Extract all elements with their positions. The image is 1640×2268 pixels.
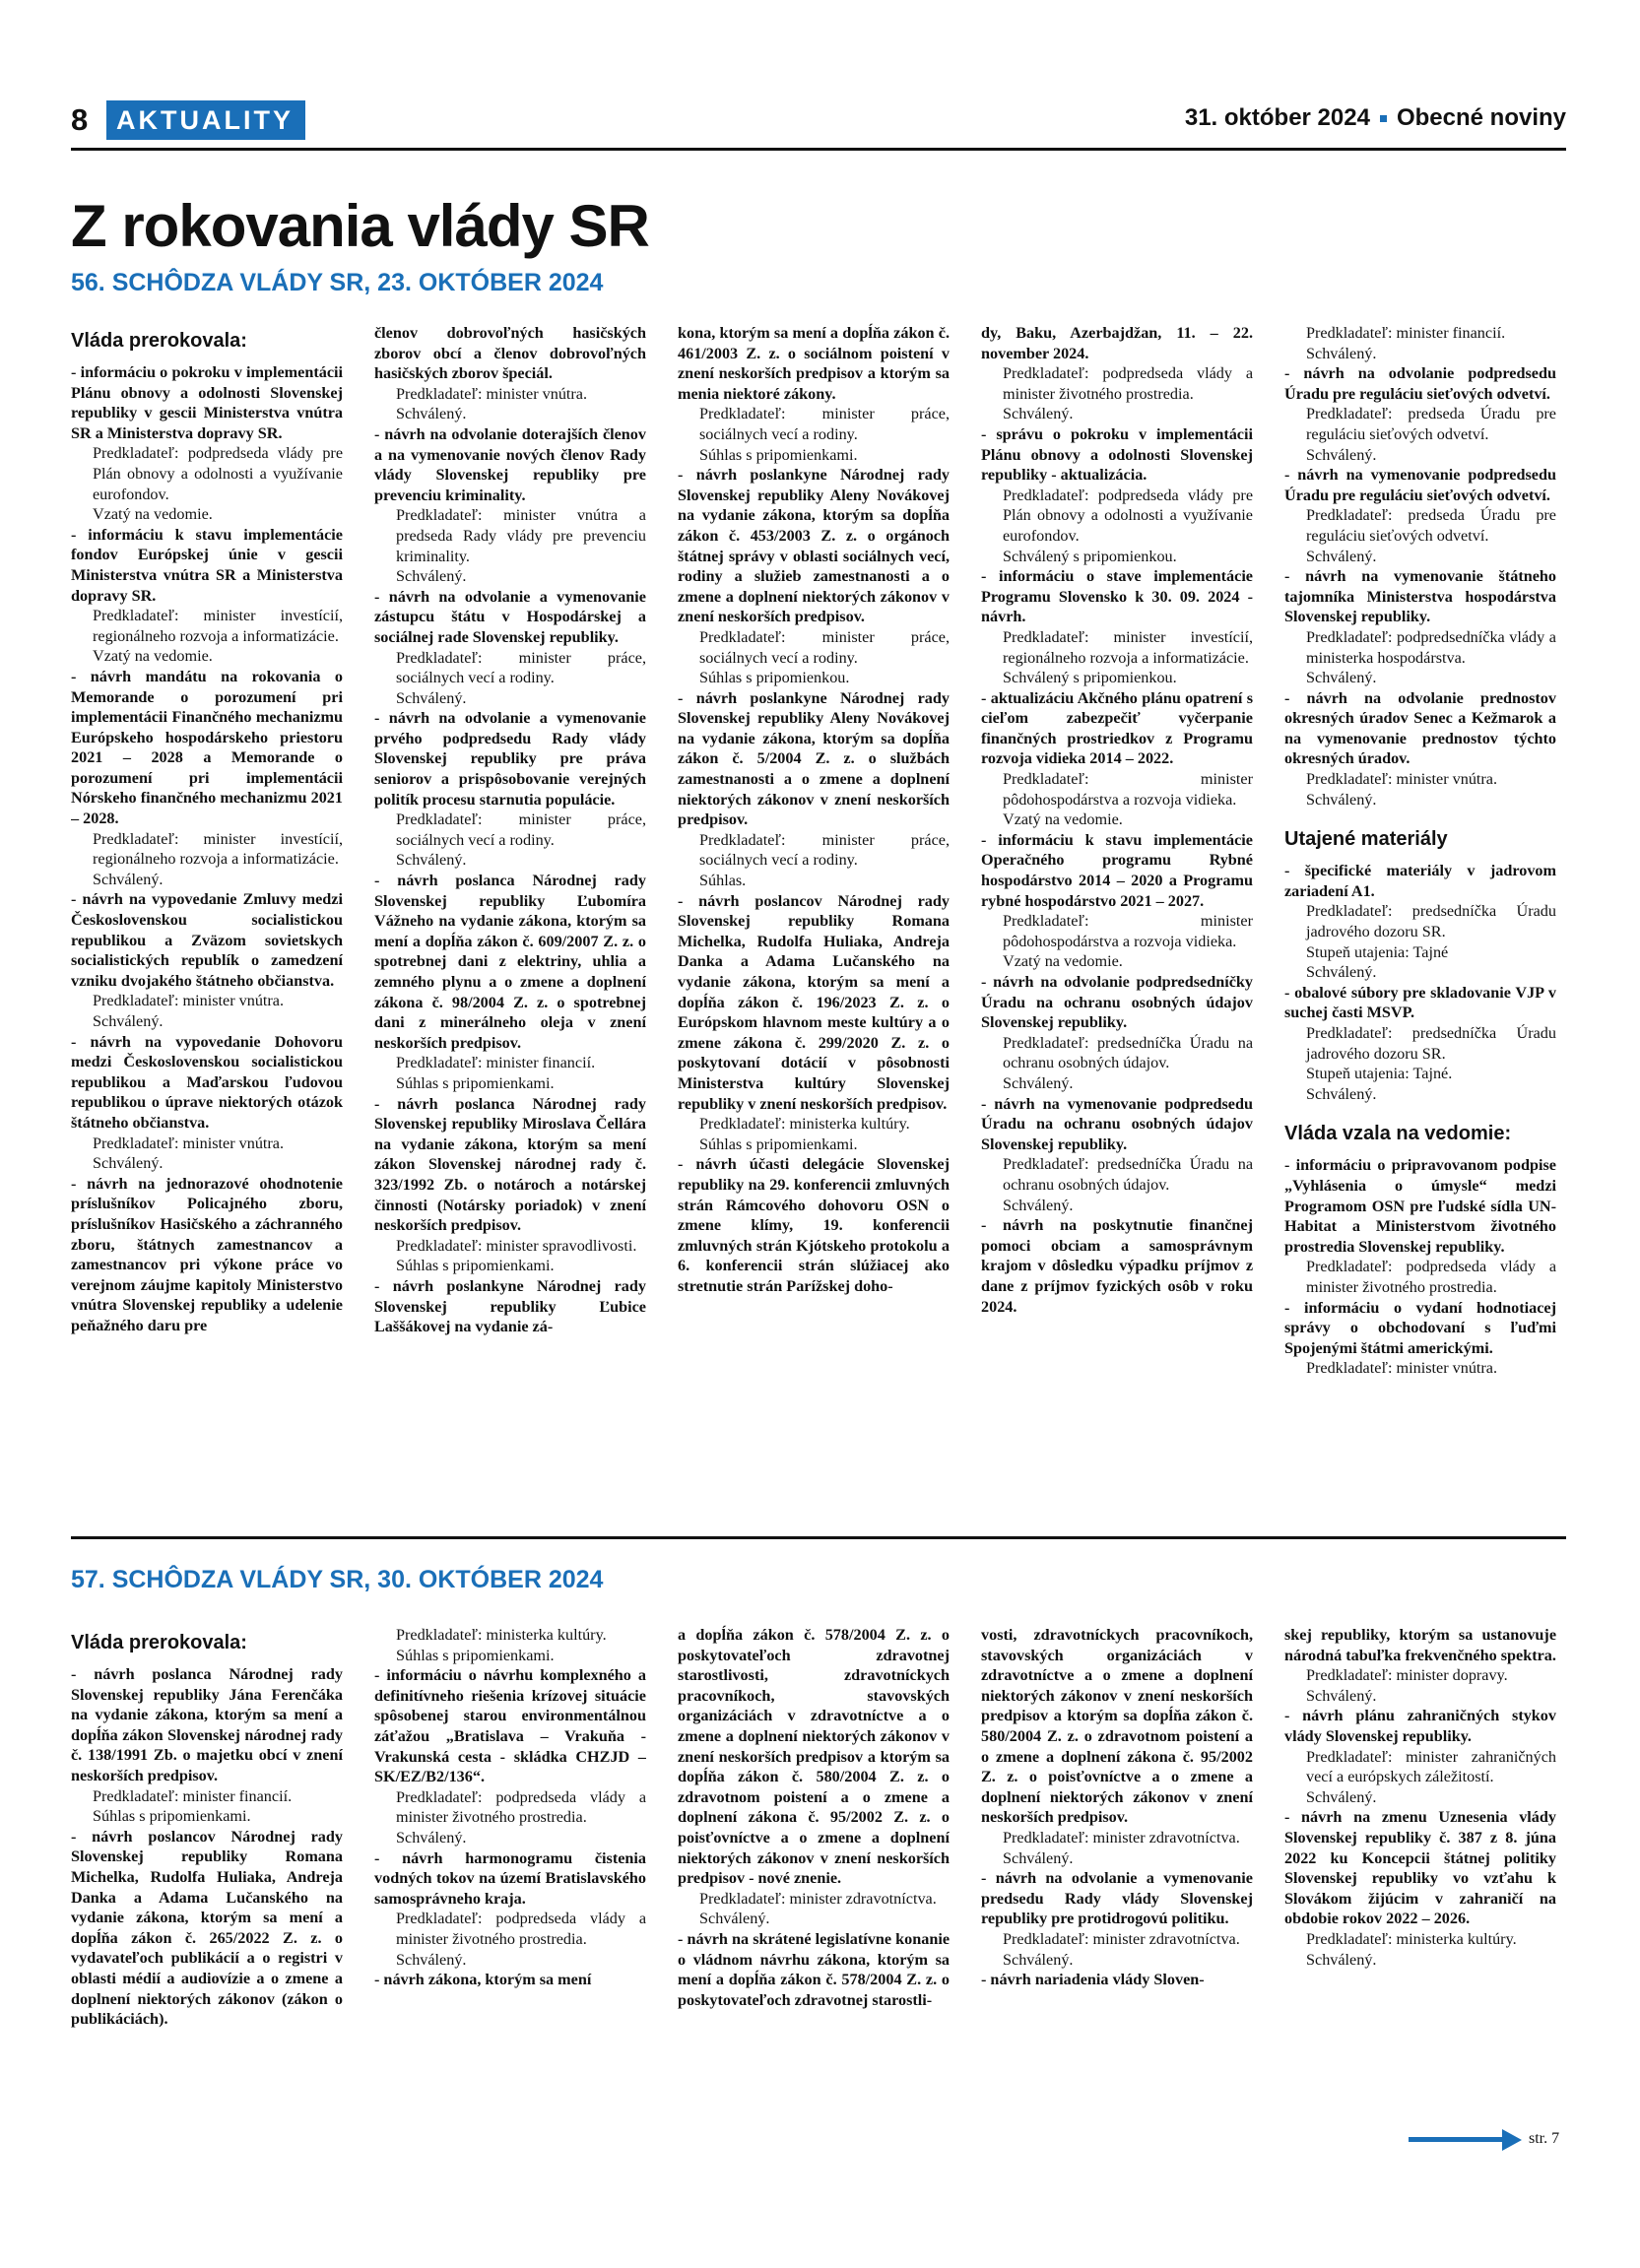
item-note: Súhlas s pripomienkou. (699, 669, 850, 687)
item-note: Predkladateľ: predsedníčka Úradu jadrového dozoru SR. (1306, 902, 1556, 941)
text-column-4 (981, 323, 1253, 1317)
item-note: Predkladateľ: minister dopravy. (1306, 1666, 1508, 1685)
agenda-item: - návrh poslancov Národnej rady Slovenskej republiky Romana Michelka, Rudolfa Huliaka, Andreja Danka a Adama Lučanského na vydanie zákona, ktorým sa mení a dopĺňa zákon č. 196/2023 Z. z. o Európskom hlavnom meste kultúry a o zmene zákona č. 299/2020 Z. z. o poskytovaní dotácií v pôsobnosti Ministerstva kultúry Slovenskej republiky v znení neskorších predpisov. (678, 891, 950, 1113)
item-note: Predkladateľ: podpredseda vlády a minister životného prostredia. (1306, 1258, 1556, 1296)
item-note: Predkladateľ: minister financií. (396, 1054, 596, 1072)
agenda-item: - špecifické materiály v jadrovom zariadení A1. (1284, 862, 1556, 900)
item-note: Vzatý na vedomie. (1003, 952, 1123, 971)
agenda-item: - návrh na vymenovanie podpredsedu Úradu na ochranu osobných údajov Slovenskej republiky. (981, 1094, 1253, 1153)
item-note: Schválený. (1306, 1686, 1377, 1705)
item-note: Predkladateľ: ministerka kultúry. (699, 1115, 910, 1134)
column-subheading: Vláda prerokovala: (71, 1632, 247, 1653)
item-note: Súhlas s pripomienkami. (396, 1646, 555, 1664)
continuation-text: str. 7 (1529, 2130, 1560, 2147)
text-column-5 (1284, 1625, 1556, 1970)
item-note: Predkladateľ: minister práce, sociálnych vecí a rodiny. (699, 627, 950, 667)
agenda-item: - návrh poslanca Národnej rady Slovenskej republiky Jána Ferenčáka na vydanie zákona, ktorým sa mení a dopĺňa zákon Slovenskej národnej rady č. 138/1991 Zb. o majetku obcí v znení neskorších predpisov. (71, 1665, 343, 1784)
item-note: Predkladateľ: minister zdravotníctva. (1003, 1929, 1240, 1948)
item-note: Schválený. (396, 567, 467, 586)
agenda-item: - návrh zákona, ktorým sa mení (374, 1971, 592, 1989)
agenda-item: - návrh poslanca Národnej rady Slovenskej republiky Ľubomíra Vážneho na vydanie zákona, ktorým sa mení a dopĺňa zákon č. 609/2007 Z. z. o spotrebnej dani z elektriny, uhlia a zemného plynu a o zmene a doplnení zákona č. 98/2004 Z. z. o spotrebnej dani z minerálneho oleja v znení neskorších predpisov. (374, 872, 646, 1052)
agenda-item: - návrh na vypovedanie Zmluvy medzi Československou socialistickou republikou a Zväzom sovietskych socialistických republík o zamedzení vzniku dvojakého štátneho občianstva. (71, 890, 343, 990)
item-note: Predkladateľ: minister zahraničných vecí a európskych záležitostí. (1306, 1747, 1556, 1786)
item-note: Predkladateľ: predsedníčka Úradu na ochranu osobných údajov. (1003, 1033, 1253, 1072)
item-note: Predkladateľ: predsedníčka Úradu jadrového dozoru SR. (1306, 1024, 1556, 1063)
item-note: Schválený. (396, 405, 467, 423)
item-note: Schválený s pripomienkou. (1003, 547, 1177, 565)
agenda-item: - informáciu o pripravovanom podpise „Vyhlásenia o úmysle“ medzi Programom OSN pre ľudské sídla UN-Habitat a Ministerstvom životného prostredia Slovenskej republiky. (1284, 1156, 1556, 1256)
item-note: Vzatý na vedomie. (93, 647, 213, 666)
item-note: Predkladateľ: minister financií. (93, 1786, 293, 1805)
item-note: Predkladateľ: predseda Úradu pre reguláciu sieťových odvetví. (1306, 506, 1556, 545)
item-note: Predkladateľ: minister vnútra. (93, 1134, 285, 1152)
agenda-item: - návrh na vymenovanie štátneho tajomníka Ministerstva hospodárstva Slovenskej republiky. (1284, 567, 1556, 626)
item-note: Predkladateľ: minister zdravotníctva. (1003, 1828, 1240, 1847)
item-note: Schválený. (93, 870, 164, 888)
text-column-3 (678, 1625, 950, 2010)
item-note: Stupeň utajenia: Tajné (1306, 942, 1449, 961)
agenda-item: - návrh na odvolanie prednostov okresných úradov Senec a Kežmarok a na vymenovanie prednostov týchto okresných úradov. (1284, 688, 1556, 768)
item-note: Schválený. (1003, 1950, 1074, 1969)
item-note: Predkladateľ: minister práce, sociálnych vecí a rodiny. (699, 405, 950, 443)
item-note: Predkladateľ: minister spravodlivosti. (396, 1236, 637, 1255)
column-subheading: Utajené materiály (1284, 828, 1448, 851)
agenda-item: - návrh na odvolanie a vymenovanie zástupcu štátu v Hospodárskej a sociálnej rade Slovenskej republiky. (374, 587, 646, 646)
item-note: Schválený. (1306, 669, 1377, 687)
item-note: Schválený. (1306, 445, 1377, 464)
agenda-item: - informáciu o návrhu komplexného a definitívneho riešenia krízovej situácie spôsobenej starou environmentálnou záťažou „Bratislava – Vrakuňa - Vrakunská cesta - skládka CHZJD – SK/EZ/B2/136“. (374, 1666, 646, 1786)
item-note: Predkladateľ: minister pôdohospodárstva a rozvoja vidieka. (1003, 770, 1253, 809)
item-note: Predkladateľ: minister investícií, regionálneho rozvoja a informatizácie. (93, 829, 343, 869)
page-number: 8 (71, 102, 89, 137)
item-note: Súhlas s pripomienkami. (93, 1807, 251, 1826)
agenda-item: - návrh na poskytnutie finančnej pomoci obciam a samosprávnym krajom v dôsledku výpadku príjmov z dane z príjmov fyzických osôb v roku 2024. (981, 1216, 1253, 1316)
agenda-item: - informáciu k stavu implementácie fondov Európskej únie v gescii Ministerstva vnútra SR a Ministerstva dopravy SR. (71, 525, 343, 605)
item-note: Schválený. (1003, 1848, 1074, 1867)
issue-date: 31. október 2024 (1184, 104, 1370, 131)
text-column-3 (678, 323, 950, 1297)
meeting-heading-56: 56. SCHÔDZA VLÁDY SR, 23. OKTÓBER 2024 (71, 269, 604, 296)
agenda-item: - návrh nariadenia vlády Sloven- (981, 1971, 1205, 1989)
item-note: Schválený. (1306, 790, 1377, 809)
meeting-57-columns (71, 1625, 1566, 2137)
agenda-item: - informáciu k stavu implementácie Operačného programu Rybné hospodárstvo 2014 – 2020 a Programu rybné hospodárstvo 2021 – 2027. (981, 830, 1253, 910)
agenda-item: - informáciu o vydaní hodnotiacej správy o obchodovaní s ľuďmi Spojenými štátmi americkými. (1284, 1298, 1556, 1357)
item-note: Schválený. (1306, 547, 1377, 565)
item-note: Schválený. (1306, 963, 1377, 982)
item-note: Predkladateľ: podpredseda vlády a minister životného prostredia. (1003, 364, 1253, 403)
agenda-item: - návrh na odvolanie podpredsedníčky Úradu na ochranu osobných údajov Slovenskej republiky. (981, 973, 1253, 1032)
section-divider (71, 1536, 1566, 1539)
agenda-item: dy, Baku, Azerbajdžan, 11. – 22. november 2024. (981, 324, 1253, 362)
agenda-item: skej republiky, ktorým sa ustanovuje národná tabuľka frekvenčného spektra. (1284, 1626, 1556, 1664)
item-note: Predkladateľ: ministerka kultúry. (396, 1626, 607, 1644)
item-note: Predkladateľ: podpredseda vlády pre Plán obnovy a odolnosti a využívanie eurofondov. (1003, 486, 1253, 545)
agenda-item: a dopĺňa zákon č. 578/2004 Z. z. o poskytovateľoch zdravotnej starostlivosti, zdravotníckych pracovníkoch, stavovských organizáciách v zdravotníctve a o zmene a doplnení niektorých zákonov v znení neskorších predpisov a ktorým sa dopĺňa zákon č. 580/2004 Z. z. o zdravotnom poistení a o zmene a doplnení zákona č. 95/2002 Z. z. o poisťovníctve a o zmene a doplnení niektorých zákonov v znení neskorších predpisov - nové znenie. (678, 1626, 950, 1888)
agenda-item: - obalové súbory pre skladovanie VJP v suchej časti MSVP. (1284, 983, 1556, 1022)
item-note: Schválený. (1003, 405, 1074, 423)
item-note: Schválený. (1306, 1787, 1377, 1806)
item-note: Schválený. (699, 1910, 770, 1928)
item-note: Predkladateľ: predseda Úradu pre reguláciu sieťových odvetví. (1306, 405, 1556, 443)
item-note: Schválený. (1306, 1084, 1377, 1103)
item-note: Predkladateľ: podpredseda vlády a minister životného prostredia. (396, 1787, 646, 1827)
agenda-item: - návrh mandátu na rokovania o Memorande o porozumení pri implementácii Finančného mechanizmu Európskeho hospodárskeho priestoru 2021 – 2028 a Memorande o porozumení pri implementácii Nórskeho finančného mechanizmu 2021 – 2028. (71, 667, 343, 828)
item-note: Predkladateľ: minister vnútra. (1306, 770, 1498, 789)
item-note: Predkladateľ: minister financií. (1306, 324, 1506, 342)
agenda-item: - návrh poslankyne Národnej rady Slovenskej republiky Ľubice Laššákovej na vydanie zá- (374, 1276, 646, 1336)
item-note: Predkladateľ: minister práce, sociálnych vecí a rodiny. (699, 830, 950, 870)
item-note: Predkladateľ: minister vnútra a predseda Rady vlády pre prevenciu kriminality. (396, 506, 646, 565)
item-note: Súhlas s pripomienkami. (699, 1134, 858, 1153)
item-note: Vzatý na vedomie. (1003, 810, 1123, 829)
agenda-item: - aktualizáciu Akčného plánu opatrení s cieľom zabezpečiť vyčerpanie finančných prostriedkov z Programu rozvoja vidieka 2014 – 2022. (981, 688, 1253, 768)
issue-info (1185, 104, 1566, 132)
agenda-item: - návrh poslancov Národnej rady Slovenskej republiky Romana Michelka, Rudolfa Huliaka, Andreja Danka a Adama Lučanského na vydanie zákona, ktorým sa mení a dopĺňa zákon č. 265/2022 Z. z. o vydavateľoch publikácií a o registri v oblasti médií a audiovízie a o zmene a doplnení niektorých zákonov (zákon o publikáciách). (71, 1827, 343, 2029)
separator-dot-icon (1380, 115, 1387, 122)
item-note: Predkladateľ: podpredsedníčka vlády a ministerka hospodárstva. (1306, 627, 1556, 667)
item-note: Predkladateľ: minister zdravotníctva. (699, 1889, 937, 1908)
section-label: AKTUALITY (106, 100, 305, 140)
item-note: Schválený. (93, 1154, 164, 1173)
item-note: Predkladateľ: minister práce, sociálnych vecí a rodiny. (396, 810, 646, 849)
agenda-item: - návrh poslankyne Národnej rady Slovenskej republiky Aleny Novákovej na vydanie zákona, ktorým sa dopĺňa zákon č. 5/2004 Z. z. o službách zamestnanosti a o zmene a doplnení niektorých zákonov v znení neskorších predpisov. (678, 688, 950, 829)
item-note: Predkladateľ: podpredseda vlády pre Plán obnovy a odolnosti a využívanie eurofondov. (93, 444, 343, 503)
header-rule (71, 148, 1566, 151)
page-title: Z rokovania vlády SR (71, 193, 649, 259)
item-note: Predkladateľ: predsedníčka Úradu na ochranu osobných údajov. (1003, 1155, 1253, 1194)
agenda-item: - návrh na odvolanie a vymenovanie prvého podpredsedu Rady vlády Slovenskej republiky pre práva seniorov a prispôsobovanie verejných politík procesu starnutia populácie. (374, 709, 646, 809)
agenda-item: - návrh na jednorazové ohodnotenie príslušníkov Policajného zboru, príslušníkov Hasičského a záchranného zboru, štátnych zamestnancov a zamestnancov pri výkone práce vo verejnom záujme kapitoly Ministerstvo vnútra Slovenskej republiky a udelenie peňažného daru pre (71, 1174, 343, 1334)
item-note: Schválený. (396, 1828, 467, 1847)
item-note: Predkladateľ: minister pôdohospodárstva a rozvoja vidieka. (1003, 912, 1253, 950)
agenda-item: - návrh poslankyne Národnej rady Slovenskej republiky Aleny Novákovej na vydanie zákona, ktorým sa dopĺňa zákon č. 453/2003 Z. z. o orgánoch štátnej správy v oblasti sociálnych vecí, rodiny a služieb zamestnanosti a o zmene a doplnení niektorých zákonov v znení neskorších predpisov. (678, 466, 950, 626)
item-note: Schválený. (1003, 1196, 1074, 1214)
agenda-item: - návrh harmonogramu čistenia vodných tokov na území Bratislavského samosprávneho kraja. (374, 1848, 646, 1908)
text-column-1 (71, 1625, 343, 2030)
item-note: Schválený. (396, 688, 467, 707)
meeting-56-columns (71, 323, 1566, 1529)
text-column-2 (374, 1625, 646, 1990)
continuation-link[interactable] (1409, 2129, 1560, 2151)
agenda-item: - návrh na odvolanie a vymenovanie predsedu Rady vlády Slovenskej republiky pre protidrogovú politiku. (981, 1869, 1253, 1928)
item-note: Schválený. (93, 1012, 164, 1030)
item-note: Súhlas s pripomienkami. (699, 445, 858, 464)
agenda-item: - návrh na odvolanie doterajších členov a na vymenovanie nových členov Rady vlády Slovenskej republiky pre prevenciu kriminality. (374, 424, 646, 504)
agenda-item: - návrh poslanca Národnej rady Slovenskej republiky Miroslava Čellára na vydanie zákona, ktorým sa mení zákon Slovenskej národnej rady č. 323/1992 Zb. o notároch a notárskej činnosti (Notársky poriadok) v znení neskorších predpisov. (374, 1094, 646, 1235)
item-note: Predkladateľ: minister vnútra. (396, 384, 588, 403)
arrow-head-icon (1502, 2129, 1522, 2151)
meeting-heading-57: 57. SCHÔDZA VLÁDY SR, 30. OKTÓBER 2024 (71, 1566, 604, 1593)
agenda-item: - návrh na skrátené legislatívne konanie o vládnom návrhu zákona, ktorým sa mení a dopĺňa zákon č. 578/2004 Z. z. o poskytovateľoch zdravotnej starostli- (678, 1929, 950, 2009)
agenda-item: - návrh na zmenu Uznesenia vlády Slovenskej republiky č. 387 z 8. júna 2022 ku Koncepcii štátnej politiky Slovenskej republiky vo vzťahu k Slovákom žijúcim v zahraničí na obdobie rokov 2022 – 2026. (1284, 1808, 1556, 1928)
item-note: Predkladateľ: minister investícií, regionálneho rozvoja a informatizácie. (1003, 627, 1253, 667)
item-note: Predkladateľ: minister práce, sociálnych vecí a rodiny. (396, 648, 646, 687)
item-note: Schválený. (1306, 1950, 1377, 1969)
item-note: Schválený. (1306, 344, 1377, 362)
agenda-item: - návrh plánu zahraničných stykov vlády Slovenskej republiky. (1284, 1707, 1556, 1745)
item-note: Schválený. (396, 851, 467, 870)
text-column-4 (981, 1625, 1253, 1990)
item-note: Predkladateľ: minister vnútra. (1306, 1359, 1498, 1378)
column-subheading: Vláda vzala na vedomie: (1284, 1123, 1512, 1145)
agenda-item: - správu o pokroku v implementácii Plánu obnovy a odolnosti Slovenskej republiky - aktualizácia. (981, 424, 1253, 485)
agenda-item: - návrh účasti delegácie Slovenskej republiky na 29. konferencii zmluvných strán Rámcového dohovoru OSN o zmene klímy, 19. konferencii zmluvných strán Kjótskeho protokolu a 6. konferencii strán slúžiacej ako stretnutie strán Parížskej doho- (678, 1155, 950, 1295)
item-note: Súhlas s pripomienkami. (396, 1073, 555, 1092)
agenda-item: - informáciu o stave implementácie Programu Slovensko k 30. 09. 2024 - návrh. (981, 567, 1253, 626)
agenda-item: - návrh na vymenovanie podpredsedu Úradu pre reguláciu sieťových odvetví. (1284, 466, 1556, 504)
right-arrow-icon (1409, 2137, 1505, 2142)
item-note: Schválený s pripomienkou. (1003, 669, 1177, 687)
text-column-2 (374, 323, 646, 1337)
item-note: Schválený. (396, 1950, 467, 1969)
item-note: Schválený. (1003, 1073, 1074, 1092)
page-header (71, 98, 1566, 144)
item-note: Súhlas s pripomienkami. (396, 1257, 555, 1275)
text-column-5 (1284, 323, 1556, 1379)
agenda-item: - návrh na odvolanie podpredsedu Úradu pre reguláciu sieťových odvetví. (1284, 364, 1556, 403)
item-note: Súhlas. (699, 872, 747, 890)
item-note: Vzatý na vedomie. (93, 505, 213, 524)
item-note: Predkladateľ: ministerka kultúry. (1306, 1929, 1517, 1948)
item-note: Predkladateľ: minister investícií, regionálneho rozvoja a informatizácie. (93, 607, 343, 645)
agenda-item: členov dobrovoľných hasičských zborov obcí a členov dobrovoľných hasičských zborov špeciál. (374, 324, 646, 383)
text-column-1 (71, 323, 343, 1336)
item-note: Predkladateľ: minister vnútra. (93, 992, 285, 1010)
agenda-item: kona, ktorým sa mení a dopĺňa zákon č. 461/2003 Z. z. o sociálnom poistení v znení neskorších predpisov a ktorým sa menia niektoré zákony. (678, 324, 950, 403)
item-note: Stupeň utajenia: Tajné. (1306, 1065, 1453, 1083)
item-note: Predkladateľ: podpredseda vlády a minister životného prostredia. (396, 1910, 646, 1948)
column-subheading: Vláda prerokovala: (71, 330, 247, 352)
agenda-item: - informáciu o pokroku v implementácii Plánu obnovy a odolnosti Slovenskej republiky v gescii Ministerstva vnútra SR a Ministerstva dopravy SR. (71, 363, 343, 442)
publication-name: Obecné noviny (1396, 104, 1566, 131)
agenda-item: - návrh na vypovedanie Dohovoru medzi Československou socialistickou republikou a Maďarskou ľudovou republikou o úprave niektorých otázok štátneho občianstva. (71, 1032, 343, 1132)
agenda-item: vosti, zdravotníckych pracovníkoch, stavovských organizáciách v zdravotníctve a o zmene a doplnení niektorých zákonov v znení neskorších predpisov a ktorým sa dopĺňa zákon č. 580/2004 Z. z. o zdravotnom poistení a o zmene a doplnení zákona č. 95/2002 Z. z. o poisťovníctve a o zmene a doplnení niektorých zákonov v znení neskorších predpisov. (981, 1626, 1253, 1827)
